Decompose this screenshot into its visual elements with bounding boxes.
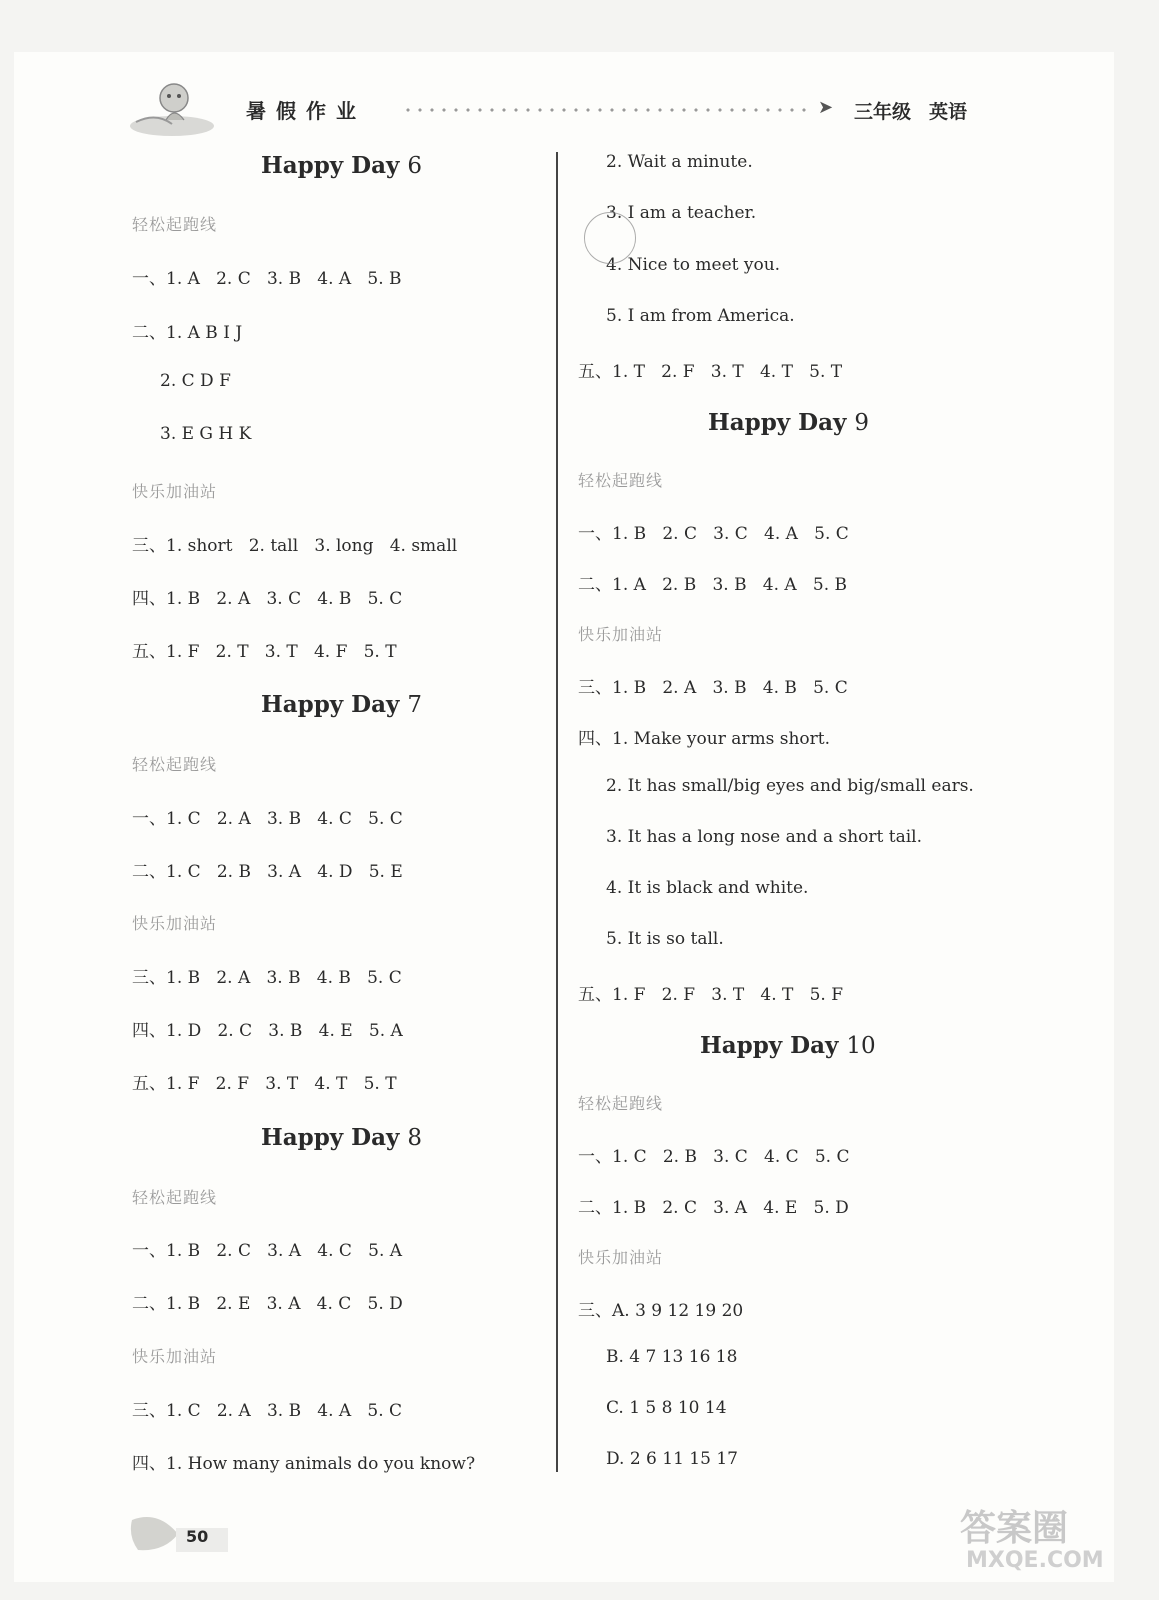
answer-line: 五、1. F 2. F 3. T 4. T 5. T [132,1074,397,1094]
section-heading-day7 [261,691,422,718]
heading-number: 6 [407,153,423,179]
mascot-logo-icon [126,76,218,138]
heading-number: 9 [854,410,870,436]
section-heading-day6 [261,152,422,179]
subsection-label: 轻松起跑线 [132,755,218,774]
answer-line: 2. Wait a minute. [606,152,753,172]
subsection-label: 快乐加油站 [578,1248,664,1267]
answer-line: 五、1. F 2. T 3. T 4. F 5. T [132,642,397,662]
answer-line: 三、A. 3 9 12 19 20 [578,1301,744,1321]
heading-text: Happy Day [261,152,400,179]
answer-line: 四、1. D 2. C 3. B 4. E 5. A [132,1021,403,1041]
answer-line: 一、1. B 2. C 3. C 4. A 5. C [578,524,849,544]
answer-line: 一、1. A 2. C 3. B 4. A 5. B [132,269,402,289]
subsection-label: 快乐加油站 [578,625,664,644]
header-grade-subject [854,97,985,124]
header-dotted-line [402,108,814,112]
answer-line: C. 1 5 8 10 14 [606,1398,727,1418]
subsection-label: 快乐加油站 [132,914,218,933]
watermark-logo: 答案圈 [960,1508,1069,1549]
header-title: 暑假作业 [246,99,366,123]
arrow-icon: ➤ [818,97,834,118]
answer-line: 二、1. A B I J [132,323,243,343]
answer-line: D. 2 6 11 15 17 [606,1449,738,1469]
answer-line: 二、1. B 2. E 3. A 4. C 5. D [132,1294,403,1314]
answer-line: 三、1. C 2. A 3. B 4. A 5. C [132,1401,403,1421]
section-heading-day8 [261,1124,422,1151]
section-heading-day9 [708,409,869,436]
answer-line: 5. I am from America. [606,306,795,326]
answer-line: B. 4 7 13 16 18 [606,1347,738,1367]
answer-line: 一、1. B 2. C 3. A 4. C 5. A [132,1241,403,1261]
watermark-site: MXQE.COM [966,1548,1104,1573]
answer-line: 三、1. B 2. A 3. B 4. B 5. C [578,678,848,698]
answer-line: 二、1. B 2. C 3. A 4. E 5. D [578,1198,849,1218]
heading-text: Happy Day [700,1032,839,1059]
answer-line: 2. C D F [160,371,231,391]
answer-line: 三、1. short 2. tall 3. long 4. small [132,536,458,556]
answer-line: 四、1. B 2. A 3. C 4. B 5. C [132,589,403,609]
subsection-label: 轻松起跑线 [132,1188,218,1207]
heading-text: Happy Day [261,1124,400,1151]
answer-line: 5. It is so tall. [606,929,724,949]
answer-line: 五、1. T 2. F 3. T 4. T 5. T [578,362,843,382]
answer-line: 二、1. C 2. B 3. A 4. D 5. E [132,862,403,882]
heading-text: Happy Day [708,409,847,436]
answer-line: 一、1. C 2. B 3. C 4. C 5. C [578,1147,850,1167]
column-divider [556,152,558,1472]
header-subject: 英语 [929,101,968,123]
answer-line: 五、1. F 2. F 3. T 4. T 5. F [578,985,844,1005]
answer-line: 3. It has a long nose and a short tail. [606,827,923,847]
subsection-label: 快乐加油站 [132,1347,218,1366]
heading-number: 10 [846,1033,876,1059]
answer-line: 3. E G H K [160,424,252,444]
heading-number: 7 [407,692,423,718]
page-number: 50 [186,1527,209,1546]
answer-line: 二、1. A 2. B 3. B 4. A 5. B [578,575,847,595]
answer-line: 四、1. Make your arms short. [578,729,831,749]
subsection-label: 快乐加油站 [132,482,218,501]
answer-line: 3. I am a teacher. [606,203,757,223]
answer-line: 四、1. How many animals do you know? [132,1454,476,1474]
leaf-decoration-icon [128,1512,230,1556]
answer-line: 一、1. C 2. A 3. B 4. C 5. C [132,809,403,829]
answer-line: 三、1. B 2. A 3. B 4. B 5. C [132,968,402,988]
subsection-label: 轻松起跑线 [578,1094,664,1113]
stamp-seal-icon [584,212,636,264]
answer-line: 4. Nice to meet you. [606,255,781,275]
subsection-label: 轻松起跑线 [132,215,218,234]
heading-number: 8 [407,1125,423,1151]
heading-text: Happy Day [261,691,400,718]
answer-line: 4. It is black and white. [606,878,809,898]
header-grade: 三年级 [854,101,912,123]
subsection-label: 轻松起跑线 [578,471,664,490]
section-heading-day10 [700,1032,876,1059]
answer-line: 2. It has small/big eyes and big/small ears. [606,776,974,796]
